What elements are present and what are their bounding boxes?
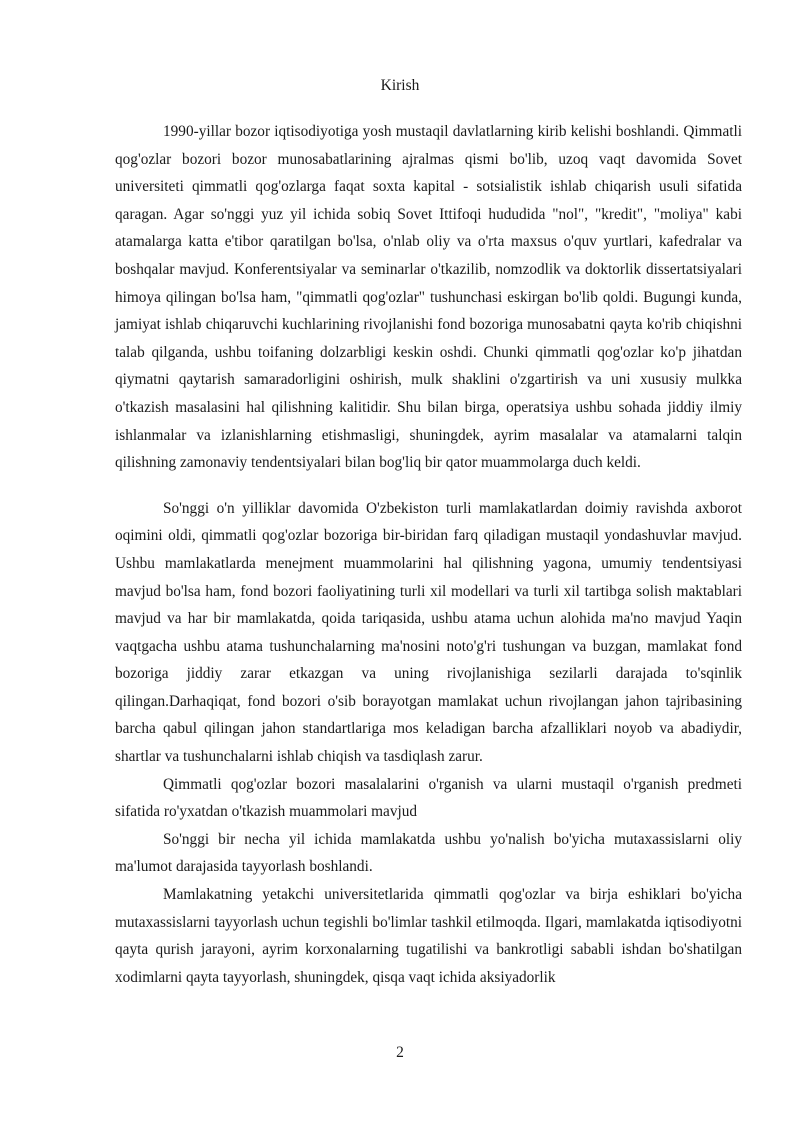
paragraph-3: Qimmatli qog'ozlar bozori masalalarini o'rganish va ularni mustaqil o'rganish predmeti sifatida ro'yxatdan o'tkazish muammolari mavjud [115,775,742,821]
paragraph-1: 1990-yillar bozor iqtisodiyotiga yosh mustaqil davlatlarning kirib kelishi boshlandi. Qimmatli qog'ozlar bozori bozor munosabatlarining ajralmas qismi bo'lib, uzoq vaqt davomida Sovet universiteti qimmatli qog'ozlarga faqat soxta kapital - sotsialistik ishlab chiqarish usuli sifatida qaragan. Agar so'nggi yuz yil ichida sobiq Sovet Ittifoqi hududida "nol", "kredit", "moliya" kabi atamalarga katta e'tibor qaratilgan bo'lsa, o'nlab oliy va o'rta maxsus o'quv yurtlari, kafedralar va boshqalar mavjud. Konferentsiyalar va seminarlar o'tkazilib, nomzodlik va doktorlik dissertatsiyalari himoya qilingan bo'lsa ham, "qimmatli qog'ozlar" tushunchasi eskirgan bo'lib qoldi. Bugungi kunda, jamiyat ishlab chiqaruvchi kuchlarining rivojlanishi fond bozoriga munosabatni qayta ko'rib chiqishni talab qilganda, ushbu toifaning dolzarbligi keskin oshdi. Chunki qimmatli qog'ozlar ko'p jihatdan qiymatni qaytarish samaradorligini oshirish, mulk shaklini o'zgartirish va uni xususiy mulkka o'tkazish masalasini hal qilishning kalitidir. Shu bilan birga, operatsiya ushbu sohada jiddiy ilmiy ishlanmalar va izlanishlarning etishmasligi, shuningdek, ayrim masalalar va atamalarni talqin qilishning zamonaviy tendentsiyalari bilan bog'liq bir qator muammolarga duch keldi. [115,123,742,472]
page-title: Kirish [380,77,420,94]
page-number: 2 [396,1044,404,1061]
paragraph-5: Mamlakatning yetakchi universitetlarida qimmatli qog'ozlar va birja eshiklari bo'yicha mutaxassislarni tayyorlash uchun tegishli bo'limlar tashkil etilmoqda. Ilgari, mamlakatda iqtisodiyotni qayta qurish jarayoni, ayrim korxonalarning tugatilishi va bankrotligi sababli ishdan bo'shatilgan xodimlarni qayta tayyorlash, shuningdek, qisqa vaqt ichida aksiyadorlik [115,886,742,986]
body-text [115,118,742,991]
paragraph-2: So'nggi o'n yilliklar davomida O'zbekiston turli mamlakatlardan doimiy ravishda axborot oqimini oldi, qimmatli qog'ozlar bozoriga bir-biridan farq qiladigan mustaqil yondashuvlar mavjud. Ushbu mamlakatlarda menejment muammolarini hal qilishning yagona, umumiy tendentsiyasi mavjud bo'lsa ham, fond bozori faoliyatining turli xil modellari va turli xil tartibga solish maktablari mavjud va har bir mamlakatda, qoida tariqasida, ushbu atama uchun alohida ma'no mavjud Yaqin vaqtgacha ushbu atama tushunchalarning ma'nosini noto'g'ri tushungan va buzgan, mamlakat fond bozoriga jiddiy zarar etkazgan va uning rivojlanishiga sezilarli darajada to'sqinlik qilingan.Darhaqiqat, fond bozori o'sib borayotgan mamlakat uchun rivojlangan jahon tajribasining barcha qabul qilingan jahon standartlariga mos keladigan barcha afzalliklari noyob va abadiydir, shartlar va tushunchalarni ishlab chiqish va tasdiqlash zarur. [115,499,742,766]
paragraph-4: So'nggi bir necha yil ichida mamlakatda ushbu yo'nalish bo'yicha mutaxassislarni oliy ma'lumot darajasida tayyorlash boshlandi. [115,830,742,876]
